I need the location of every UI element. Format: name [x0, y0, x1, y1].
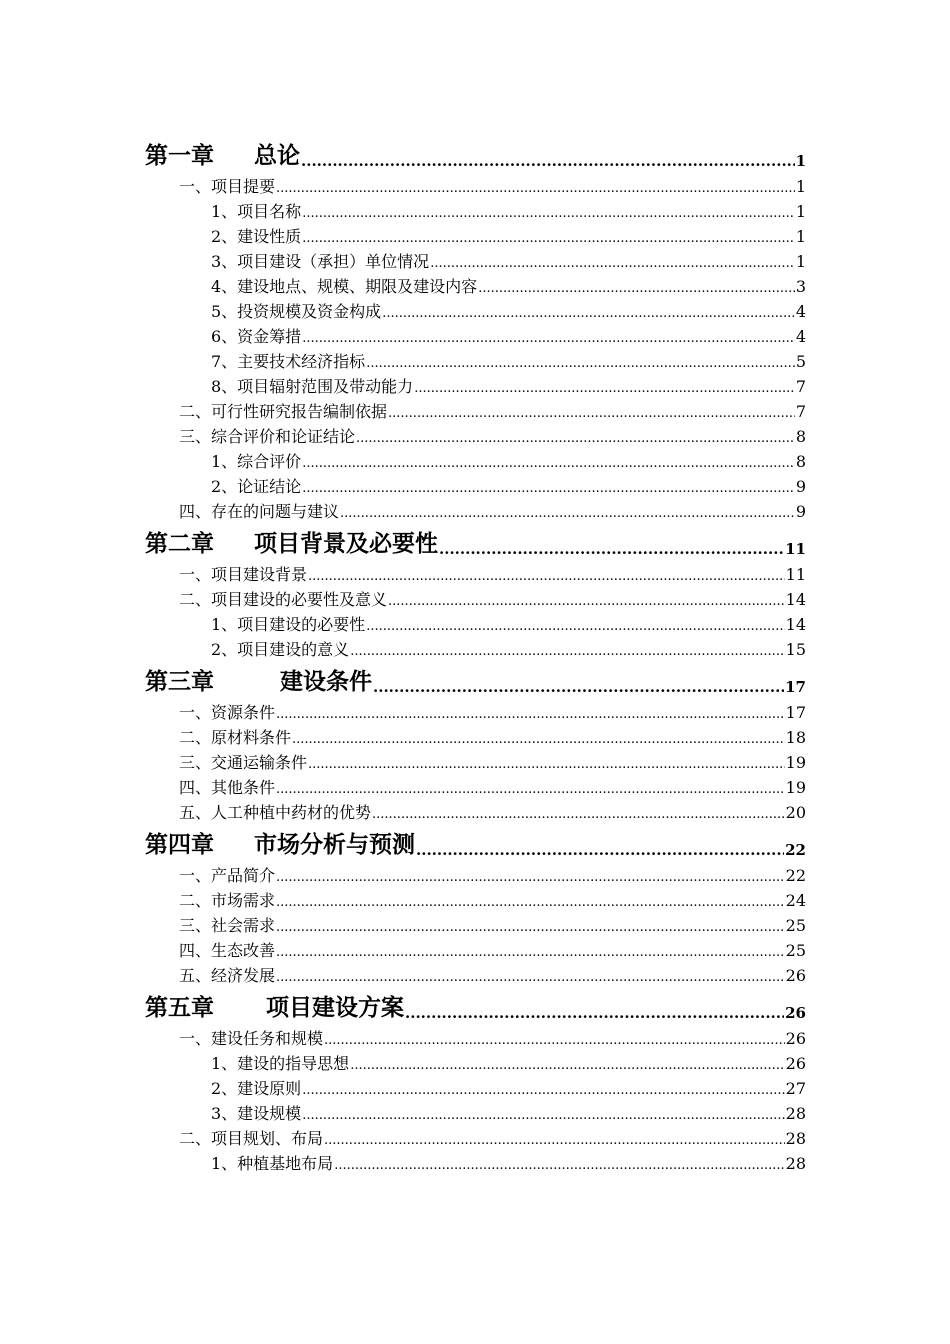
dot-leader: [478, 281, 795, 296]
page-number: 26: [785, 1029, 806, 1048]
page-number: 22: [785, 841, 806, 859]
toc-subsection-entry[interactable]: [145, 1051, 806, 1076]
dot-leader: [439, 540, 784, 558]
page-number: 17: [785, 678, 806, 696]
page-number: 4: [795, 327, 806, 346]
toc-section-entry[interactable]: [145, 775, 806, 800]
toc-subsection-entry[interactable]: [145, 199, 806, 224]
dot-leader: [334, 1158, 784, 1173]
entry-title: 1、项目名称: [211, 202, 302, 221]
entry-title: 四、生态改善: [179, 941, 276, 960]
dot-leader: [276, 870, 785, 885]
page-number: 11: [785, 565, 806, 584]
dot-leader: [405, 1004, 784, 1022]
toc-section-entry[interactable]: [145, 863, 806, 888]
page-number: 8: [795, 452, 806, 471]
toc-subsection-entry[interactable]: [145, 612, 806, 637]
toc-chapter-entry[interactable]: [145, 664, 806, 696]
toc-chapter-entry[interactable]: [145, 990, 806, 1022]
dot-leader: [430, 256, 795, 271]
entry-title: 一、产品简介: [179, 866, 276, 885]
dot-leader: [372, 807, 785, 822]
page-number: 1: [795, 177, 806, 196]
dot-leader: [302, 481, 795, 496]
entry-title: 2、论证结论: [211, 477, 302, 496]
page-number: 27: [785, 1079, 806, 1098]
dot-leader: [373, 678, 784, 696]
entry-title: 2、项目建设的意义: [211, 640, 350, 659]
toc-subsection-entry[interactable]: [145, 299, 806, 324]
chapter-title: 总论: [254, 143, 300, 169]
dot-leader: [414, 381, 795, 396]
entry-title: 一、资源条件: [179, 703, 276, 722]
page-number: 3: [795, 277, 806, 296]
page-number: 26: [785, 966, 806, 985]
entry-title: 3、项目建设（承担）单位情况: [211, 252, 430, 271]
dot-leader: [301, 152, 795, 170]
page-number: 14: [785, 615, 806, 634]
dot-leader: [350, 644, 784, 659]
dot-leader: [276, 945, 785, 960]
dot-leader: [366, 356, 795, 371]
page-number: 1: [795, 152, 806, 170]
entry-title: 二、市场需求: [179, 891, 276, 910]
toc-subsection-entry[interactable]: [145, 449, 806, 474]
page-number: 1: [795, 202, 806, 221]
toc-subsection-entry[interactable]: [145, 249, 806, 274]
chapter-number: 第四章: [145, 832, 214, 858]
dot-leader: [276, 707, 785, 722]
page-number: 28: [785, 1129, 806, 1148]
page-number: 11: [785, 540, 806, 558]
entry-title: 五、人工种植中药材的优势: [179, 803, 372, 822]
page-number: 14: [785, 590, 806, 609]
dot-leader: [302, 456, 795, 471]
entry-title: 2、建设原则: [211, 1079, 302, 1098]
page-number: 9: [795, 477, 806, 496]
page-number: 7: [795, 377, 806, 396]
entry-title: 4、建设地点、规模、期限及建设内容: [211, 277, 478, 296]
toc-section-entry[interactable]: [145, 1126, 806, 1151]
toc-section-entry[interactable]: [145, 963, 806, 988]
chapter-title: 市场分析与预测: [254, 832, 415, 858]
chapter-number: 第二章: [145, 531, 214, 557]
toc-section-entry[interactable]: [145, 700, 806, 725]
chapter-number: 第三章: [145, 669, 214, 695]
dot-leader: [388, 594, 785, 609]
entry-title: 二、项目规划、布局: [179, 1129, 324, 1148]
page-number: 1: [795, 227, 806, 246]
entry-title: 二、项目建设的必要性及意义: [179, 590, 388, 609]
entry-title: 一、项目建设背景: [179, 565, 308, 584]
toc-section-entry[interactable]: [145, 587, 806, 612]
page-number: 24: [785, 891, 806, 910]
toc-subsection-entry[interactable]: [145, 224, 806, 249]
dot-leader: [302, 1108, 784, 1123]
dot-leader: [308, 757, 785, 772]
dot-leader: [292, 732, 785, 747]
entry-title: 5、投资规模及资金构成: [211, 302, 382, 321]
entry-title: 三、交通运输条件: [179, 753, 308, 772]
page-number: 25: [785, 916, 806, 935]
toc-subsection-entry[interactable]: [145, 1101, 806, 1126]
toc-chapter-entry[interactable]: [145, 138, 806, 170]
toc-subsection-entry[interactable]: [145, 324, 806, 349]
entry-title: 3、建设规模: [211, 1104, 302, 1123]
page-number: 26: [785, 1054, 806, 1073]
toc-subsection-entry[interactable]: [145, 637, 806, 662]
toc-section-entry[interactable]: [145, 424, 806, 449]
entry-title: 三、综合评价和论证结论: [179, 427, 356, 446]
entry-title: 1、综合评价: [211, 452, 302, 471]
entry-title: 6、资金筹措: [211, 327, 302, 346]
toc-section-entry[interactable]: [145, 888, 806, 913]
entry-title: 7、主要技术经济指标: [211, 352, 366, 371]
chapter-title: 项目建设方案: [266, 995, 404, 1021]
dot-leader: [276, 970, 785, 985]
toc-section-entry[interactable]: [145, 725, 806, 750]
toc-section-entry[interactable]: [145, 800, 806, 825]
page-number: 9: [795, 502, 806, 521]
dot-leader: [324, 1033, 785, 1048]
dot-leader: [276, 920, 785, 935]
page-number: 26: [785, 1004, 806, 1022]
entry-title: 五、经济发展: [179, 966, 276, 985]
dot-leader: [382, 306, 795, 321]
toc-subsection-entry[interactable]: [145, 274, 806, 299]
chapter-number: 第五章: [145, 995, 214, 1021]
dot-leader: [324, 1133, 785, 1148]
entry-title: 2、建设性质: [211, 227, 302, 246]
chapter-title: 建设条件: [280, 669, 372, 695]
page-number: 20: [785, 803, 806, 822]
dot-leader: [302, 231, 795, 246]
dot-leader: [302, 1083, 784, 1098]
page-number: 22: [785, 866, 806, 885]
entry-title: 四、其他条件: [179, 778, 276, 797]
toc-section-entry[interactable]: [145, 938, 806, 963]
page-number: 5: [795, 352, 806, 371]
dot-leader: [388, 406, 795, 421]
toc-section-entry[interactable]: [145, 174, 806, 199]
chapter-number: 第一章: [145, 143, 214, 169]
toc-subsection-entry[interactable]: [145, 1076, 806, 1101]
toc-section-entry[interactable]: [145, 399, 806, 424]
dot-leader: [356, 431, 795, 446]
page-number: 7: [795, 402, 806, 421]
toc-subsection-entry[interactable]: [145, 349, 806, 374]
entry-title: 8、项目辐射范围及带动能力: [211, 377, 414, 396]
toc-subsection-entry[interactable]: [145, 374, 806, 399]
entry-title: 一、建设任务和规模: [179, 1029, 324, 1048]
toc-section-entry[interactable]: [145, 499, 806, 524]
page-number: 28: [785, 1154, 806, 1173]
table-of-contents: [145, 136, 806, 1176]
entry-title: 1、项目建设的必要性: [211, 615, 366, 634]
dot-leader: [350, 1058, 784, 1073]
toc-section-entry[interactable]: [145, 913, 806, 938]
toc-subsection-entry[interactable]: [145, 1151, 806, 1176]
entry-title: 四、存在的问题与建议: [179, 502, 340, 521]
entry-title: 1、种植基地布局: [211, 1154, 334, 1173]
chapter-title: 项目背景及必要性: [254, 531, 438, 557]
page-number: 25: [785, 941, 806, 960]
dot-leader: [366, 619, 784, 634]
toc-chapter-entry[interactable]: [145, 827, 806, 859]
dot-leader: [308, 569, 785, 584]
page-number: 1: [795, 252, 806, 271]
dot-leader: [276, 782, 785, 797]
dot-leader: [416, 841, 784, 859]
entry-title: 三、社会需求: [179, 916, 276, 935]
toc-chapter-entry[interactable]: [145, 526, 806, 558]
entry-title: 1、建设的指导思想: [211, 1054, 350, 1073]
entry-title: 一、项目提要: [179, 177, 276, 196]
page-number: 15: [785, 640, 806, 659]
page-number: 4: [795, 302, 806, 321]
toc-section-entry[interactable]: [145, 562, 806, 587]
page-number: 17: [785, 703, 806, 722]
page-number: 28: [785, 1104, 806, 1123]
dot-leader: [276, 181, 795, 196]
entry-title: 二、可行性研究报告编制依据: [179, 402, 388, 421]
page-number: 8: [795, 427, 806, 446]
page-number: 19: [785, 753, 806, 772]
dot-leader: [276, 895, 785, 910]
entry-title: 二、原材料条件: [179, 728, 292, 747]
page-number: 18: [785, 728, 806, 747]
dot-leader: [340, 506, 795, 521]
page-number: 19: [785, 778, 806, 797]
dot-leader: [302, 331, 795, 346]
toc-subsection-entry[interactable]: [145, 474, 806, 499]
toc-section-entry[interactable]: [145, 750, 806, 775]
toc-section-entry[interactable]: [145, 1026, 806, 1051]
dot-leader: [302, 206, 795, 221]
